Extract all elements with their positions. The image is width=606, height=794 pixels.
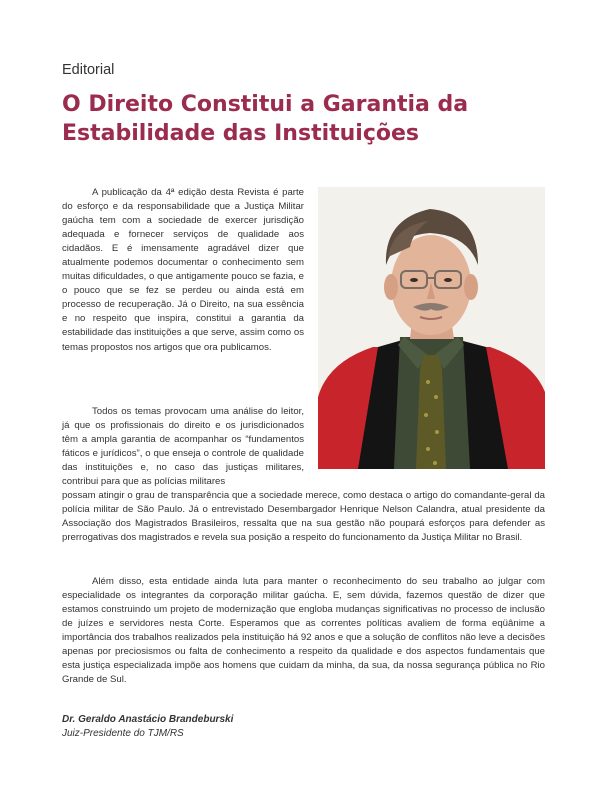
portrait-illustration: [318, 187, 545, 469]
paragraph-3: Além disso, esta entidade ainda luta para manter o reconhecimento do seu trabalho ao julgar com especialidade os integrantes da corporação militar gaúcha. E, sem dúvida, fazemos questão de dizer que estamos construindo um projeto de modernização que engloba mudanças significativas no processo de inclusão de juízes e servidores nesta Corte. Esperamos que as correntes políticas avaliem de forma eqüânime a importância dos trabalhos realizados pela instituição há 92 anos e que a solução de conflitos não leve a decisões apenas por preciosismos ou falta de conhecimento a respeito da qualidade e dos aspectos fundamentais que esta justiça especializada impõe aos homens que cuidam da minha, da sua, da nossa segurança pública no Rio Grande de Sul.: [62, 576, 545, 686]
author-photo: [318, 187, 545, 469]
author-role: Juiz-Presidente do TJM/RS: [62, 728, 184, 739]
paragraph-1: A publicação da 4ª edição desta Revista é parte do esforço e da responsabilidade que a Justiça Militar gaúcha tem com a sociedade de exercer jurisdição adequada e fornecer serviços de qualidade aos cidadãos. E é imensamente agradável dizer que atualmente podemos documentar o conhecimento sem muitas dificuldades, o que antigamente pouco se fazia, e o pouco que se fez se perdeu ou ainda está em processo de recuperação. Já o Direito, na sua essência e no respeito que inspira, constitui a garantia da estabilidade das instituições a que serve, assim como os temas propostos nos artigos que ora publicamos.: [62, 187, 304, 353]
section-label: Editorial: [62, 62, 115, 78]
paragraph-2-continued: possam atingir o grau de transparência que a sociedade merece, como destaca o artigo do comandante-geral da polícia militar de São Paulo. Já o entrevistado Desembargador Henrique Nelson Calandra, atual presidente da Associação dos Magistrados Brasileiros, ressalta que na sua gestão não poupará esforços para defender as prerrogativas dos magistrados e revela sua posição a respeito do funcionamento da Justiça Militar no Brasil.: [62, 490, 545, 544]
page-title: O Direito Constitui a Garantia da Estabilidade das Instituições: [62, 92, 469, 146]
paragraph-2-start: Todos os temas provocam uma análise do leitor, já que os profissionais do direito e os jurisdicionados têm a ampla garantia de acompanhar os “fundamentos fáticos e jurídicos”, o que enseja o controle de qualidade das instituições e, no caso das justiças militares, contribui para que as polícias militares: [62, 406, 304, 488]
author-name: Dr. Geraldo Anastácio Brandeburski: [62, 714, 234, 725]
